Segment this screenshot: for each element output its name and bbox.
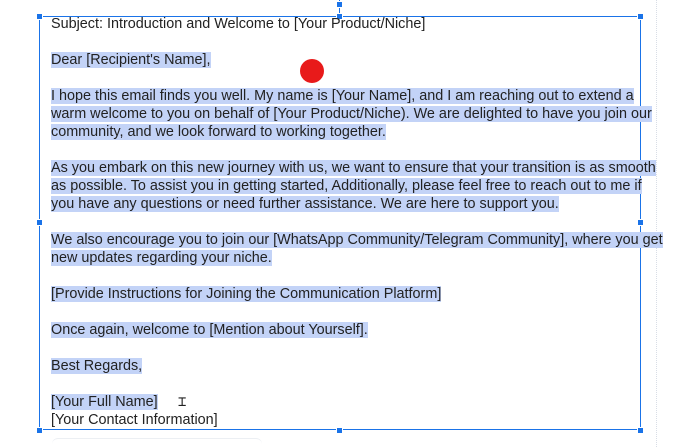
email-text[interactable] — [51, 15, 663, 429]
resize-handle-bottom-left[interactable] — [36, 427, 43, 434]
paragraph-2-line-3: you have any questions or need further assistance. We are here to support you. — [51, 196, 559, 212]
paragraph-1-line-3: community, and we look forward to working together. — [51, 124, 386, 140]
signature-name: [Your Full Name] — [51, 394, 158, 410]
rotate-handle[interactable] — [336, 1, 343, 8]
red-dot-cursor-icon — [300, 59, 324, 83]
paragraph-1-line-1: I hope this email finds you well. My name is [Your Name], and I am reaching out to extend a — [51, 88, 634, 104]
paragraph-3-line-1: We also encourage you to join our [WhatsApp Community/Telegram Community], where you get — [51, 232, 663, 248]
paragraph-3-line-2: new updates regarding your niche. — [51, 250, 272, 266]
margin-guide — [656, 0, 658, 447]
subject-line: Subject: Introduction and Welcome to [Your Product/Niche] — [51, 16, 426, 32]
paragraph-1-line-2: warm welcome to you on behalf of [Your Product/Niche). We are delighted to have you join our — [51, 106, 652, 122]
resize-handle-top-left[interactable] — [36, 13, 43, 20]
resize-handle-bottom-right[interactable] — [637, 427, 644, 434]
paragraph-5: Once again, welcome to [Mention about Yourself]. — [51, 322, 368, 338]
paragraph-4: [Provide Instructions for Joining the Communication Platform] — [51, 286, 442, 302]
resize-handle-right[interactable] — [637, 219, 644, 226]
paragraph-2-line-1: As you embark on this new journey with us, we want to ensure that your transition is as smooth — [51, 160, 656, 176]
resize-handle-left[interactable] — [36, 219, 43, 226]
i-beam-cursor-icon: ⌶ — [178, 394, 187, 410]
signature-contact: [Your Contact Information] — [51, 412, 218, 428]
resize-handle-top-right[interactable] — [637, 13, 644, 20]
paragraph-2-line-2: as possible. To assist you in getting started, Additionally, please feel free to reach out to me if — [51, 178, 642, 194]
closing-line: Best Regards, — [51, 358, 143, 374]
toolbar-edge — [52, 438, 262, 447]
greeting-line: Dear [Recipient's Name], — [51, 52, 211, 68]
